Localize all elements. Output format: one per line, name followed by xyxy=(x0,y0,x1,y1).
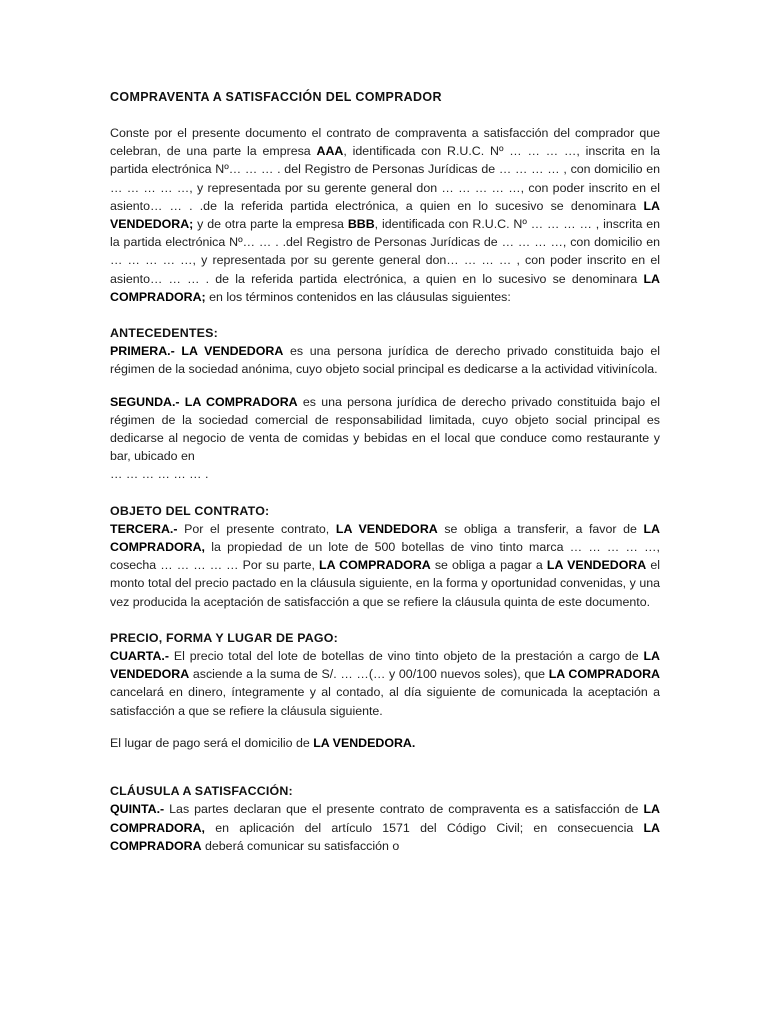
section-heading-antecedentes: ANTECEDENTES: xyxy=(110,326,218,341)
clause-tercera-vendedora-1: LA VENDEDORA xyxy=(335,521,438,536)
clause-quinta-compradora-2: LA COMPRADORA xyxy=(110,820,660,853)
lugar-de-pago-vendedora: LA VENDEDORA. xyxy=(313,735,416,750)
clause-segunda xyxy=(110,393,660,466)
page-title: COMPRAVENTA A SATISFACCIÓN DEL COMPRADOR xyxy=(110,90,442,104)
clause-tercera-compradora-2: LA COMPRADORA xyxy=(319,558,431,573)
intro-text-5: en los términos contenidos en las cláusulas siguientes: xyxy=(205,289,511,304)
intro-text-1: Conste por el presente documento el contrato de compraventa a satisfacción del comprador que celebran, de una parte la empresa xyxy=(110,126,660,159)
clause-quinta-text-3: deberá comunicar su satisfacción o xyxy=(201,838,400,853)
section-heading-clausula-satisfaccion: CLÁUSULA A SATISFACCIÓN: xyxy=(110,784,293,799)
spacer xyxy=(110,611,660,629)
party-vendedora: LA VENDEDORA; xyxy=(110,198,660,232)
clause-tercera-text-5: el monto total del precio pactado en la cláusula siguiente, en la forma y oportunidad convenidas, y una vez producida la aceptación de satisfacción a que se refiere la cláusula quinta de este documento. xyxy=(110,558,660,609)
spacer xyxy=(110,752,660,782)
clause-segunda-trailing-dots: … … … … … … . xyxy=(110,467,209,482)
clause-tercera-text-2: se obliga a transferir, a favor de xyxy=(437,521,644,536)
clause-quinta-text-2: en aplicación del artículo 1571 del Código Civil; en consecuencia xyxy=(205,820,644,835)
clause-quinta-compradora-1: LA COMPRADORA, xyxy=(110,802,660,835)
lugar-de-pago-text: El lugar de pago será el domicilio de xyxy=(110,735,314,750)
spacer xyxy=(110,379,660,393)
clause-cuarta-vendedora: LA VENDEDORA xyxy=(110,649,660,682)
clause-cuarta-text-2: asciende a la suma de S/. … …(… y 00/100 nuevos soles), que xyxy=(189,667,549,682)
clause-cuarta xyxy=(110,647,660,720)
section-clausula-a-satisfaccion xyxy=(110,782,660,855)
spacer xyxy=(110,720,660,734)
intro-paragraph xyxy=(110,124,660,306)
section-heading-precio: PRECIO, FORMA Y LUGAR DE PAGO: xyxy=(110,630,338,645)
clause-segunda-text: es una persona jurídica de derecho privado constituida bajo el régimen de la sociedad comercial de responsabilidad limitada, cuyo objeto social principal es dedicarse al negocio de venta de comidas y bebidas en el local que conduce como restaurante y bar, ubicado en xyxy=(110,394,660,464)
clause-primera-label: PRIMERA.- LA VENDEDORA xyxy=(110,344,284,359)
clause-tercera-label: TERCERA.- xyxy=(110,521,178,536)
clause-cuarta-text-3: cancelará en dinero, íntegramente y al contado, al día siguiente de comunicada la aceptación a satisfacción a que se refiere la cláusula siguiente. xyxy=(110,685,660,718)
clause-segunda-label: SEGUNDA.- LA COMPRADORA xyxy=(110,394,298,409)
clause-quinta-text-1: Las partes declaran que el presente contrato de compraventa es a satisfacción de xyxy=(164,802,644,817)
party-bbb: BBB xyxy=(347,217,375,232)
clause-cuarta-label: CUARTA.- xyxy=(110,649,169,664)
clause-tercera-compradora-1: LA COMPRADORA, xyxy=(110,521,661,555)
section-objeto-del-contrato xyxy=(110,502,660,611)
document-body xyxy=(110,88,660,855)
clause-tercera xyxy=(110,520,660,611)
clause-primera-text: es una persona jurídica de derecho privado constituida bajo el régimen de la sociedad anónima, cuyo objeto social principal es dedicarse a la actividad vitivinícola. xyxy=(110,344,660,377)
spacer xyxy=(110,306,660,324)
party-compradora: LA COMPRADORA; xyxy=(110,271,660,304)
clause-quinta-label: QUINTA.- xyxy=(110,802,165,817)
clause-cuarta-text-1: El precio total del lote de botellas de vino tinto objeto de la prestación a cargo de xyxy=(168,649,644,664)
clause-tercera-text-3: la propiedad de un lote de 500 botellas de vino tinto marca … … … … …, cosecha … … … … … Por su parte, xyxy=(110,540,660,573)
intro-text-3: y de otra parte la empresa xyxy=(193,217,348,232)
section-precio-forma-lugar-pago xyxy=(110,629,660,752)
clause-tercera-vendedora-2: LA VENDEDORA xyxy=(546,558,647,573)
clause-cuarta-compradora: LA COMPRADORA xyxy=(548,667,660,682)
party-aaa: AAA xyxy=(316,144,344,159)
clause-tercera-text-1: Por el presente contrato, xyxy=(177,521,336,536)
spacer xyxy=(110,484,660,502)
section-heading-objeto: OBJETO DEL CONTRATO: xyxy=(110,503,270,518)
clause-tercera-text-4: se obliga a pagar a xyxy=(430,558,547,573)
clause-primera xyxy=(110,342,660,378)
intro-text-4: , identificada con R.U.C. Nº … … … … , inscrita en la partida electrónica Nº… … . .del Registro de Personas Jurídicas de … … … …, con domicilio en … … … … …, y representada por su gerente general don… … … … , con poder inscrito en el asiento… … … . de la referida partida electrónica, a quien en lo sucesivo se denominara xyxy=(110,217,660,286)
intro-text-2: , identificada con R.U.C. Nº … … … …, inscrita en la partida electrónica Nº… … … . del Registro de Personas Jurídicas de … … … … , con domicilio en … … … … …, y representada por su gerente general don … … … … …, con poder inscrito en el asiento… … . .de la referida partida electrónica, a quien en lo sucesivo se denominara xyxy=(110,144,660,213)
clause-quinta xyxy=(110,800,660,855)
paragraph-lugar-de-pago xyxy=(110,734,660,752)
section-antecedentes xyxy=(110,324,660,484)
